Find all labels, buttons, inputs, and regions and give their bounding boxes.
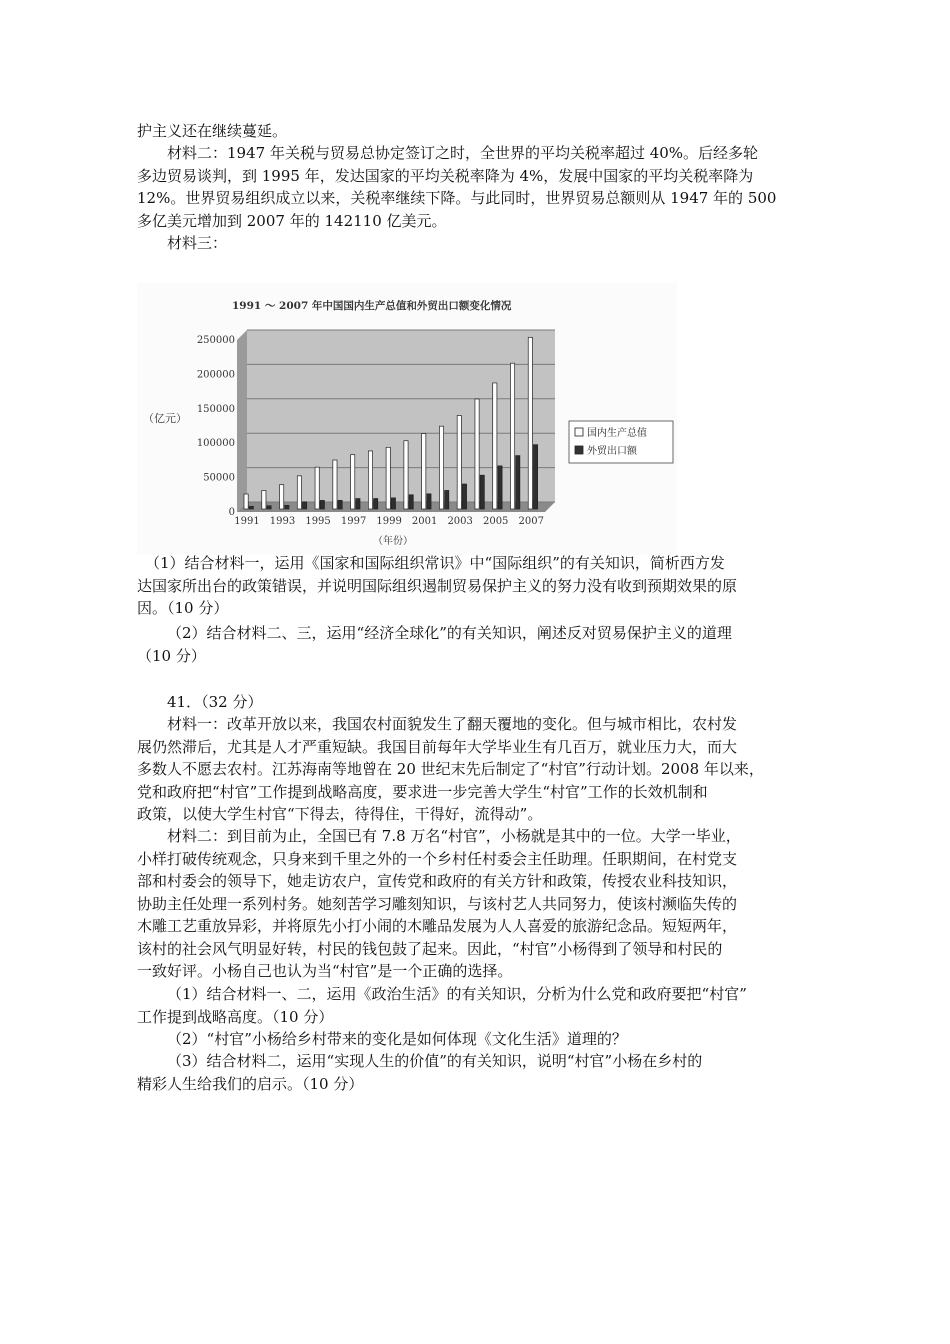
bar-export xyxy=(374,499,378,509)
text-line: 护主义还在继续蔓延。 xyxy=(137,122,288,140)
text-line: 多数人不愿去农村。江苏海南等地曾在 20 世纪末先后制定了“村官”行动计划。2008 年以来， xyxy=(137,760,764,778)
text-line: 该村的社会风气明显好转，村民的钱包鼓了起来。因此，“村官”小杨得到了领导和村民的 xyxy=(137,939,723,958)
chart-container xyxy=(137,283,677,555)
y-tick-label: 200000 xyxy=(196,369,235,381)
question-41-1 xyxy=(137,983,820,1028)
bar-export xyxy=(533,445,537,509)
text-line: 工作提到战略高度。（10 分） xyxy=(137,1007,334,1026)
text-line: 小样打破传统观念，只身来到千里之外的一个乡村任村委会主任助理。任职期间，在村党支 xyxy=(137,849,738,868)
text-line: 因。（10 分） xyxy=(137,599,229,617)
bar-gdp xyxy=(244,494,248,509)
text-line: 材料一：改革开放以来，我国农村面貌发生了翻天覆地的变化。但与城市相比，农村发 xyxy=(167,715,738,733)
x-tick-label: 1997 xyxy=(340,516,367,527)
text-line: （2）“村官”小杨给乡村带来的变化是如何体现《文化生活》道理的？ xyxy=(167,1030,627,1048)
x-tick-label: 1995 xyxy=(305,516,331,527)
text-line: 展仍然滞后，尤其是人才严重短缺。我国目前每年大学毕业生有几百万，就业压力大，而大 xyxy=(137,737,738,756)
text-line: 多边贸易谈判，到 1995 年，发达国家的平均关税率降为 4%，发展中国家的平均关税率降为 xyxy=(137,166,754,185)
x-tick-label: 1991 xyxy=(234,516,260,527)
question-40-2 xyxy=(137,622,820,667)
bar-export xyxy=(409,495,413,509)
y-tick-label: 0 xyxy=(228,507,235,518)
text-line: （1）结合材料一、二，运用《政治生活》的有关知识，分析为什么党和政府要把“村官” xyxy=(167,985,747,1003)
bar-export xyxy=(338,500,342,509)
bar-export xyxy=(285,505,289,509)
bar-gdp xyxy=(528,337,532,509)
x-axis-ticks xyxy=(234,516,544,527)
material-two-paragraph xyxy=(137,142,820,232)
text-line: 达国家所出台的政策错误，并说明国际组织遏制贸易保护主义的努力没有收到预期效果的原 xyxy=(137,576,738,595)
bar-export xyxy=(302,502,306,509)
bar-gdp xyxy=(493,383,497,509)
question-41-3 xyxy=(137,1050,820,1095)
bar-export xyxy=(480,475,484,509)
legend xyxy=(569,421,673,463)
legend-swatch-export xyxy=(575,446,583,454)
text-line: （10 分） xyxy=(137,646,206,665)
material-two-paragraph-41 xyxy=(137,825,820,983)
legend-label-export: 外贸出口额 xyxy=(587,446,637,457)
text-line: 木雕工艺重放异彩，并将原先小打小闹的木雕品发展为人人喜爱的旅游纪念品。短短两年， xyxy=(137,917,738,935)
text-line: 41．（32 分） xyxy=(167,693,263,711)
y-tick-label: 50000 xyxy=(203,472,235,484)
x-tick-label: 2005 xyxy=(482,516,509,527)
bar-export xyxy=(391,498,395,509)
text-line: 材料二：到目前为止，全国已有 7.8 万名“村官”，小杨就是其中的一位。大学一毕业， xyxy=(167,827,741,845)
bar-gdp xyxy=(439,426,443,509)
bar-export xyxy=(498,466,502,509)
bar-gdp xyxy=(368,451,372,509)
y-axis-ticks xyxy=(197,335,235,518)
x-axis-label: （年份） xyxy=(373,536,413,547)
bar-chart xyxy=(137,283,677,555)
text-line: 材料二：1947 年关税与贸易总协定签订之时，全世界的平均关税率超过 40%。后经多轮 xyxy=(167,144,759,162)
plot-side-wall xyxy=(237,330,247,512)
bar-gdp xyxy=(422,434,426,509)
text-line: 协助主任处理一系列村务。她刻苦学习雕刻知识，与该村艺人共同努力，使该村濒临失传的 xyxy=(137,894,738,913)
text-line: 一致好评。小杨自己也认为当“村官”是一个正确的选择。 xyxy=(137,962,513,980)
bar-export xyxy=(249,506,253,509)
x-tick-label: 1999 xyxy=(376,516,402,527)
bar-gdp xyxy=(457,416,461,509)
bar-gdp xyxy=(510,363,514,509)
x-tick-label: 2001 xyxy=(411,516,438,527)
text-line: 12%。世界贸易组织成立以来，关税率继续下降。与此同时，世界贸易总额则从 1947 年的 500 xyxy=(137,189,777,207)
y-axis-label: （亿元） xyxy=(143,412,187,425)
lead-text xyxy=(137,120,820,143)
plot-background xyxy=(247,330,555,502)
legend-swatch-gdp xyxy=(575,428,583,436)
question-40-1 xyxy=(137,552,820,620)
legend-label-gdp: 国内生产总值 xyxy=(587,428,647,439)
text-line: 部和村委会的领导下，她走访农户，宣传党和政府的有关方针和政策，传授农业科技知识， xyxy=(137,872,738,890)
x-tick-label: 1993 xyxy=(269,516,296,527)
bar-gdp xyxy=(315,467,319,509)
question-41-2 xyxy=(137,1028,820,1051)
chart-title: 1991 ～ 2007 年中国国内生产总值和外贸出口额变化情况 xyxy=(232,300,512,312)
text-line: （1）结合材料一，运用《国家和国际组织常识》中“国际组织”的有关知识，简析西方发 xyxy=(145,554,725,572)
bar-gdp xyxy=(475,399,479,509)
bar-export xyxy=(462,484,466,509)
bar-gdp xyxy=(333,460,337,509)
bar-gdp xyxy=(297,476,301,509)
text-line: 政策，以使大学生村官“下得去，待得住，干得好，流得动”。 xyxy=(137,805,543,823)
bar-export xyxy=(356,499,360,509)
text-line: 材料三： xyxy=(167,234,228,252)
text-line: 党和政府把“村官”工作提到战略高度，要求进一步完善大学生“村官”工作的长效机制和 xyxy=(137,782,708,801)
bar-export xyxy=(427,494,431,509)
bar-export xyxy=(445,490,449,509)
material-one-paragraph xyxy=(137,713,820,826)
x-tick-label: 2007 xyxy=(518,516,544,527)
bar-gdp xyxy=(404,441,408,509)
text-line: （3）结合材料二，运用“实现人生的价值”的有关知识，说明“村官”小杨在乡村的 xyxy=(167,1052,703,1070)
material-three-label xyxy=(137,232,820,255)
x-tick-label: 2003 xyxy=(447,516,473,527)
bar-gdp xyxy=(280,485,284,509)
text-line: 多亿美元增加到 2007 年的 142110 亿美元。 xyxy=(137,211,447,230)
text-line: （2）结合材料二、三，运用“经济全球化”的有关知识，阐述反对贸易保护主义的道理 xyxy=(167,624,732,642)
bar-gdp xyxy=(262,490,266,509)
text-line: 精彩人生给我们的启示。（10 分） xyxy=(137,1074,364,1093)
bar-gdp xyxy=(386,447,390,509)
bar-export xyxy=(267,506,271,509)
bar-export xyxy=(320,500,324,509)
bar-gdp xyxy=(351,455,355,509)
question-41-header xyxy=(137,691,820,714)
y-tick-label: 100000 xyxy=(196,438,235,450)
bar-export xyxy=(516,456,520,509)
y-tick-label: 150000 xyxy=(196,403,235,415)
y-tick-label: 250000 xyxy=(196,335,235,346)
